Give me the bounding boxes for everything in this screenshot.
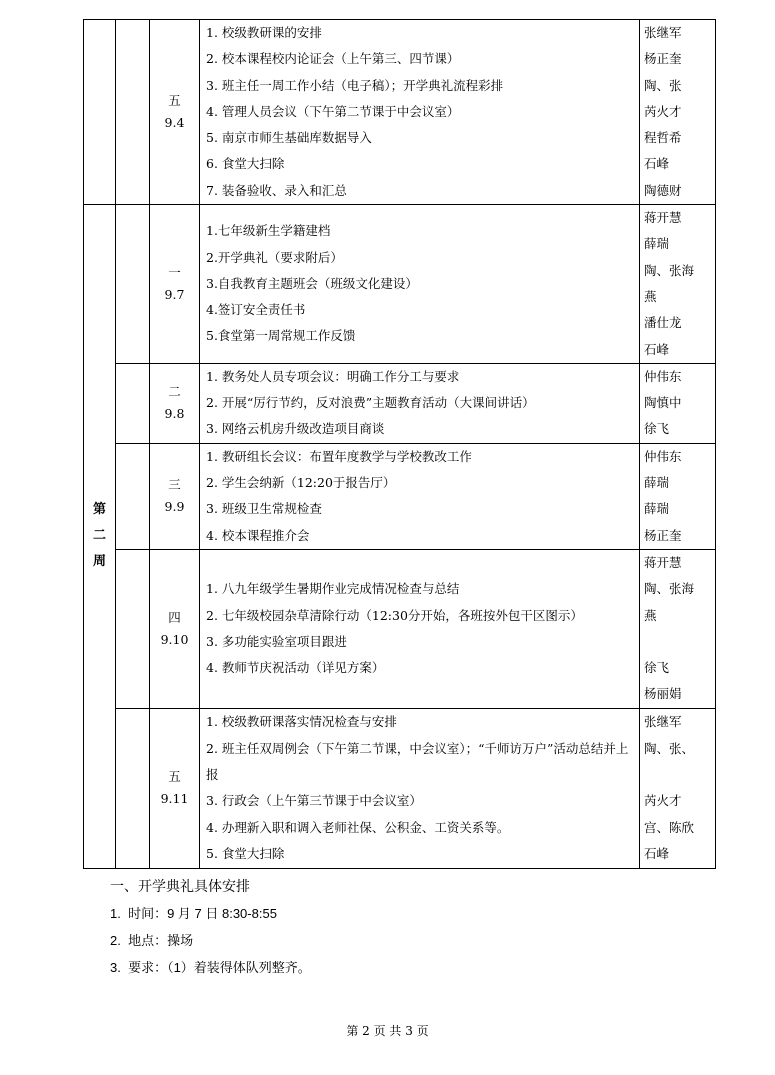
- day-cell: [150, 363, 200, 443]
- tasks-cell: [200, 20, 640, 205]
- blank-cell: [116, 205, 150, 364]
- person-name: 陶、张: [644, 77, 682, 93]
- task-item: 3. 行政会（上午第三节课于中会议室）: [206, 793, 422, 809]
- person-name: 陶、张、: [644, 740, 695, 756]
- task-item: 3. 网络云机房升级改造项目商谈: [206, 421, 385, 437]
- task-item: 1. 教务处人员专项会议：明确工作分工与要求: [206, 368, 460, 384]
- person-name: 芮火才: [644, 103, 682, 119]
- person-name: 陶、张海: [644, 262, 695, 278]
- person-name: [644, 762, 715, 788]
- task-item: 2.开学典礼（要求附后）: [206, 249, 343, 265]
- task-item: 6. 食堂大扫除: [206, 156, 285, 172]
- task-item: 4. 管理人员会议（下午第二节课于中会议室）: [206, 103, 460, 119]
- tasks-cell: [200, 443, 640, 549]
- day-name: 五: [168, 769, 181, 785]
- person-name: 薛瑞: [644, 236, 670, 252]
- day-date: 9.10: [160, 631, 189, 647]
- task-item: 1.七年级新生学籍建档: [206, 223, 331, 239]
- person-name: 陶慎中: [644, 395, 682, 411]
- blank-cell: [116, 363, 150, 443]
- person-name: 张继军: [644, 25, 682, 40]
- task-item: 2. 七年级校园杂草清除行动（12:30分开始，各班按外包干区图示）: [206, 607, 583, 623]
- person-name: 薛瑞: [644, 501, 670, 517]
- person-name: 燕: [644, 607, 657, 623]
- person-name: 程哲希: [644, 130, 682, 146]
- people-cell: [640, 205, 716, 364]
- task-item: 5. 南京市师生基础库数据导入: [206, 130, 372, 146]
- task-item: 3.自我教育主题班会（班级文化建设）: [206, 275, 418, 291]
- person-name: 陶德财: [644, 182, 682, 198]
- day-cell: [150, 20, 200, 205]
- blank-cell: [116, 549, 150, 708]
- day-cell: [150, 443, 200, 549]
- day-date: 9.8: [164, 406, 185, 422]
- list-item: 3. 要求：（1）着装得体队列整齐。: [110, 960, 311, 975]
- task-item: 1. 校级教研课的安排: [206, 25, 322, 40]
- person-name: 蒋开慧: [644, 554, 682, 570]
- tasks-cell: [200, 205, 640, 364]
- task-item: 4.签订安全责任书: [206, 302, 306, 318]
- person-name: 芮火才: [644, 793, 682, 809]
- table-row: [84, 205, 716, 364]
- person-name: 薛瑞: [644, 475, 670, 491]
- person-name: 杨丽娟: [644, 686, 682, 702]
- person-name: 陶、张海: [644, 581, 695, 597]
- table-row: [84, 363, 716, 443]
- task-item: 4. 教师节庆祝活动（详见方案）: [206, 660, 385, 676]
- tasks-cell: [200, 708, 640, 868]
- people-cell: [640, 443, 716, 549]
- task-item: 4. 办理新入职和调入老师社保、公积金、工资关系等。: [206, 819, 510, 835]
- person-name: 燕: [644, 288, 657, 304]
- page-footer: 第 2 页 共 3 页: [346, 1024, 429, 1038]
- day-name: 二: [168, 384, 181, 400]
- people-cell: [640, 708, 716, 868]
- people-cell: [640, 20, 716, 205]
- person-name: 石峰: [644, 845, 670, 861]
- blank-cell: [116, 20, 150, 205]
- day-cell: [150, 549, 200, 708]
- person-name: 潘仕龙: [644, 315, 682, 331]
- task-item: 2. 班主任双周例会（下午第二节课，中会议室）；“千师访万户”活动总结并上报: [206, 740, 629, 782]
- task-item: 7. 装备验收、录入和汇总: [206, 182, 347, 198]
- day-date: 9.11: [160, 791, 189, 807]
- blank-cell: [116, 708, 150, 868]
- week-label-char: 周: [92, 554, 106, 570]
- person-name: 杨正奎: [644, 51, 682, 67]
- day-date: 9.7: [164, 286, 185, 302]
- day-date: 9.4: [164, 115, 185, 131]
- person-name: 仲伟东: [644, 448, 682, 464]
- task-item: 1. 教研组长会议：布置年度教学与学校教改工作: [206, 448, 472, 464]
- section-heading: 一、开学典礼具体安排: [110, 878, 250, 894]
- person-name: 仲伟东: [644, 368, 682, 384]
- tasks-cell: [200, 363, 640, 443]
- day-cell: [150, 205, 200, 364]
- task-item: 1. 校级教研课落实情况检查与安排: [206, 714, 397, 730]
- task-item: 3. 班主任一周工作小结（电子稿）；开学典礼流程彩排: [206, 77, 504, 93]
- table-row: [84, 708, 716, 868]
- task-item: 3. 多功能实验室项目跟进: [206, 633, 347, 649]
- person-name: 张继军: [644, 714, 682, 730]
- task-item: 4. 校本课程推介会: [206, 527, 310, 543]
- day-name: 五: [168, 93, 181, 109]
- people-cell: [640, 363, 716, 443]
- day-date: 9.9: [164, 499, 185, 515]
- tasks-cell: [200, 549, 640, 708]
- person-name: [644, 629, 715, 655]
- task-item: 2. 学生会纳新（12:20于报告厅）: [206, 475, 396, 491]
- list-item: 1. 时间：9 月 7 日 8:30-8:55: [110, 906, 277, 921]
- day-name: 四: [168, 609, 181, 625]
- person-name: 宫、陈欣: [644, 819, 695, 835]
- person-name: 石峰: [644, 156, 670, 172]
- week-label-char: 二: [92, 528, 106, 544]
- task-item: 1. 八九年级学生暑期作业完成情况检查与总结: [206, 581, 460, 597]
- blank-cell: [116, 443, 150, 549]
- task-item: 5. 食堂大扫除: [206, 845, 285, 861]
- list-item: 2. 地点：操场: [110, 933, 194, 948]
- person-name: 石峰: [644, 341, 670, 357]
- people-cell: [640, 549, 716, 708]
- task-item: 3. 班级卫生常规检查: [206, 501, 322, 517]
- table-row: [84, 549, 716, 708]
- task-item: 5.食堂第一周常规工作反馈: [206, 328, 356, 344]
- week-label: [84, 205, 116, 869]
- week-label-text: [93, 497, 107, 575]
- table-row: [84, 443, 716, 549]
- week-label-char: 第: [92, 502, 106, 518]
- day-name: 一: [168, 264, 181, 280]
- schedule-table: [83, 19, 716, 869]
- table-row: [84, 20, 716, 205]
- week-cell-blank: [84, 20, 116, 205]
- person-name: 杨正奎: [644, 527, 682, 543]
- person-name: 蒋开慧: [644, 210, 682, 226]
- day-cell: [150, 708, 200, 868]
- day-name: 三: [168, 477, 181, 493]
- person-name: 徐飞: [644, 660, 670, 676]
- task-item: 2. 校本课程校内论证会（上午第三、四节课）: [206, 51, 460, 67]
- task-item: 2. 开展“厉行节约，反对浪费”主题教育活动（大课间讲话）: [206, 395, 535, 411]
- person-name: 徐飞: [644, 421, 670, 437]
